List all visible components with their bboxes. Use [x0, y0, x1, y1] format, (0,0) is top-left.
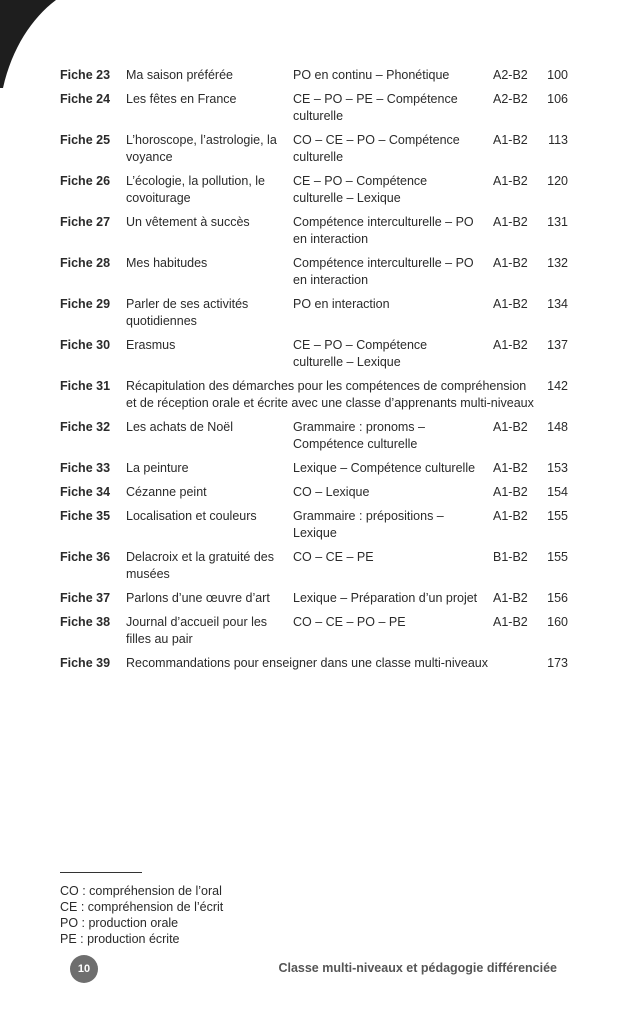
fiche-skills: CO – Lexique [293, 485, 370, 499]
fiche-title: Mes habitudes [126, 256, 208, 270]
fiche-title: Erasmus [126, 338, 176, 352]
toc-row[interactable] [60, 296, 572, 337]
fiche-level: A1-B2 [493, 615, 528, 629]
fiche-number: Fiche 23 [60, 68, 111, 82]
fiche-skills: PO en interaction [293, 297, 390, 311]
toc-row[interactable] [60, 655, 572, 679]
toc-row[interactable] [60, 508, 572, 549]
fiche-number: Fiche 30 [60, 338, 111, 352]
fiche-level: A1-B2 [493, 591, 528, 605]
fiche-page: 142 [547, 379, 568, 393]
fiche-number: Fiche 38 [60, 615, 111, 629]
note-line: CO : compréhension de l’oral [60, 884, 222, 898]
fiche-page: 148 [547, 420, 568, 434]
toc-row[interactable] [60, 549, 572, 590]
toc-row[interactable] [60, 460, 572, 484]
fiche-skills: Compétence interculturelle – PO en interaction [293, 215, 474, 246]
fiche-title: Parlons d’une œuvre d’art [126, 591, 270, 605]
toc-row[interactable] [60, 132, 572, 173]
fiche-skills: PO en continu – Phonétique [293, 68, 450, 82]
fiche-skills: CE – PO – Compétence culturelle – Lexique [293, 174, 428, 205]
fiche-skills: Lexique – Compétence culturelle [293, 461, 476, 475]
fiche-skills: CE – PO – Compétence culturelle – Lexique [293, 338, 428, 369]
fiche-level: B1-B2 [493, 550, 528, 564]
fiche-title: Cézanne peint [126, 485, 207, 499]
running-footer-title: Classe multi-niveaux et pédagogie différenciée [278, 961, 557, 975]
fiche-page: 154 [547, 485, 568, 499]
fiche-page: 137 [547, 338, 568, 352]
fiche-level: A1-B2 [493, 256, 528, 270]
fiche-number: Fiche 24 [60, 92, 111, 106]
fiche-page: 155 [547, 550, 568, 564]
note-line: CE : compréhension de l’écrit [60, 900, 224, 914]
note-line: PE : production écrite [60, 932, 180, 946]
footnote-divider [60, 872, 142, 873]
fiche-level: A2-B2 [493, 92, 528, 106]
fiche-number: Fiche 29 [60, 297, 111, 311]
fiche-level: A1-B2 [493, 420, 528, 434]
fiche-level: A1-B2 [493, 509, 528, 523]
fiche-title: Récapitulation des démarches pour les compétences de compréhension et de réception orale et écrite avec une classe d’apprenants multi-niveaux [126, 379, 534, 410]
toc-row[interactable] [60, 614, 572, 655]
fiche-level: A1-B2 [493, 215, 528, 229]
fiche-skills: Grammaire : pronoms – Compétence culturelle [293, 420, 425, 451]
toc-row[interactable] [60, 173, 572, 214]
fiche-page: 132 [547, 256, 568, 270]
page-number-badge: 10 [70, 955, 98, 983]
fiche-page: 153 [547, 461, 568, 475]
fiche-skills: CO – CE – PE [293, 550, 374, 564]
fiche-page: 113 [548, 133, 568, 147]
fiche-page: 134 [547, 297, 568, 311]
fiche-skills: Grammaire : prépositions – Lexique [293, 509, 444, 540]
fiche-number: Fiche 27 [60, 215, 111, 229]
fiche-title: Localisation et couleurs [126, 509, 257, 523]
fiche-level: A1-B2 [493, 338, 528, 352]
fiche-number: Fiche 33 [60, 461, 111, 475]
toc-row[interactable] [60, 378, 572, 419]
fiche-page: 160 [547, 615, 568, 629]
toc-row[interactable] [60, 484, 572, 508]
fiche-skills: Compétence interculturelle – PO en interaction [293, 256, 474, 287]
fiche-page: 131 [547, 215, 568, 229]
toc-row[interactable] [60, 337, 572, 378]
fiche-number: Fiche 32 [60, 420, 111, 434]
fiche-page: 156 [547, 591, 568, 605]
fiche-page: 173 [547, 656, 568, 670]
fiche-number: Fiche 39 [60, 656, 111, 670]
fiche-title: La peinture [126, 461, 189, 475]
fiche-title: Ma saison préférée [126, 68, 234, 82]
fiche-level: A1-B2 [493, 133, 528, 147]
fiche-skills: CE – PO – PE – Compétence culturelle [293, 92, 458, 123]
fiche-level: A1-B2 [493, 297, 528, 311]
fiche-number: Fiche 34 [60, 485, 111, 499]
toc-row[interactable] [60, 214, 572, 255]
fiche-page: 155 [547, 509, 568, 523]
fiche-number: Fiche 35 [60, 509, 111, 523]
fiche-title: Les fêtes en France [126, 92, 237, 106]
fiche-number: Fiche 28 [60, 256, 111, 270]
fiche-skills: CO – CE – PO – Compétence culturelle [293, 133, 460, 164]
note-line: PO : production orale [60, 916, 179, 930]
fiche-skills: CO – CE – PO – PE [293, 615, 406, 629]
fiche-title: Parler de ses activités quotidiennes [126, 297, 249, 328]
fiche-number: Fiche 37 [60, 591, 111, 605]
fiche-title: Les achats de Noël [126, 420, 234, 434]
fiche-page: 106 [547, 92, 568, 106]
toc-row[interactable] [60, 91, 572, 132]
fiche-skills: Lexique – Préparation d’un projet [293, 591, 478, 605]
fiche-level: A1-B2 [493, 461, 528, 475]
fiche-title: Recommandations pour enseigner dans une classe multi-niveaux [126, 656, 489, 670]
fiche-title: Journal d’accueil pour les filles au pair [126, 615, 268, 646]
fiche-page: 100 [547, 68, 568, 82]
abbreviation-notes [60, 883, 223, 947]
toc-row[interactable] [60, 255, 572, 296]
fiche-title: L’horoscope, l’astrologie, la voyance [126, 133, 277, 164]
toc-row[interactable] [60, 590, 572, 614]
fiche-level: A2-B2 [493, 68, 528, 82]
fiche-title: L’écologie, la pollution, le covoiturage [126, 174, 265, 205]
fiche-title: Delacroix et la gratuité des musées [126, 550, 274, 581]
fiche-level: A1-B2 [493, 485, 528, 499]
fiche-level: A1-B2 [493, 174, 528, 188]
fiche-number: Fiche 31 [60, 379, 111, 393]
fiche-number: Fiche 25 [60, 133, 111, 147]
fiche-title: Un vêtement à succès [126, 215, 250, 229]
toc-row[interactable] [60, 67, 572, 91]
fiche-number: Fiche 36 [60, 550, 111, 564]
corner-decoration [0, 0, 60, 90]
table-of-contents [60, 67, 572, 679]
toc-row[interactable] [60, 419, 572, 460]
fiche-page: 120 [547, 174, 568, 188]
fiche-number: Fiche 26 [60, 174, 111, 188]
